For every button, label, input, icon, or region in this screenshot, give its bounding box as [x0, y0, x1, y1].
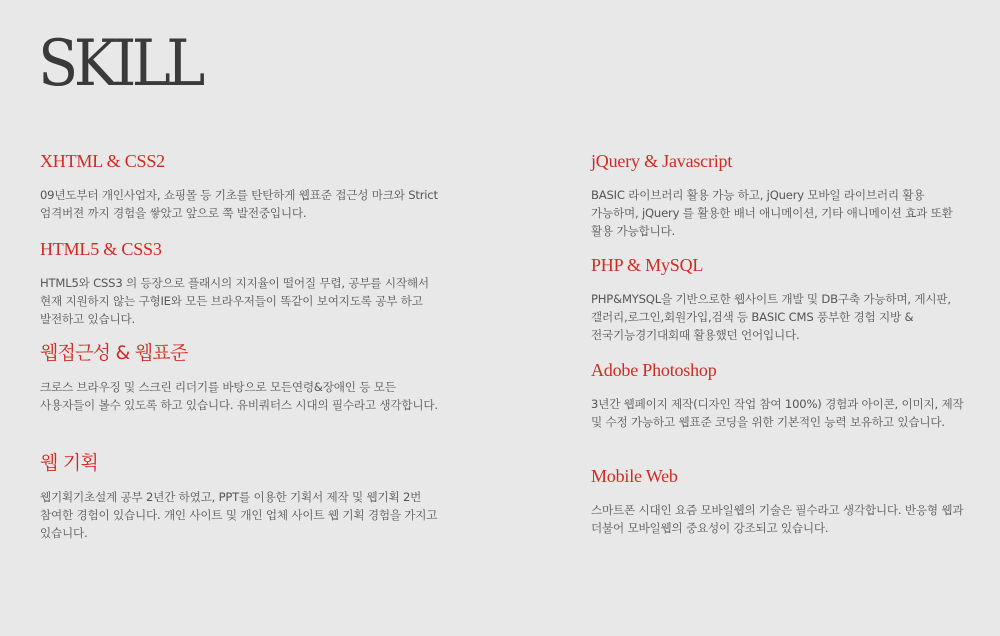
skill-html5-css3	[40, 238, 450, 328]
skill-description: 3년간 웹페이지 제작(디자인 작업 참여 100%) 경험과 아이콘, 이미지, 제작 및 수정 가능하고 웹표준 코딩을 위한 기본적인 능력 보유하고 있습니다.	[591, 397, 964, 429]
skill-php-mysql	[591, 254, 971, 344]
skill-description: HTML5와 CSS3 의 등장으로 플래시의 지지율이 떨어질 무렵, 공부를 시작해서 현재 지원하지 않는 구형IE와 모든 브라우저들이 똑같이 보여지도록 공부 하고 발전하고 있습니다.	[40, 276, 429, 326]
skill-jquery-javascript	[591, 150, 971, 240]
skill-title: 웹접근성 & 웹표준	[40, 342, 188, 364]
skill-title: Mobile Web	[591, 466, 678, 486]
skill-title: XHTML & CSS2	[40, 151, 165, 171]
skill-title: 웹 기획	[40, 452, 98, 474]
skill-title: Adobe Photoshop	[591, 360, 717, 380]
skill-title: jQuery & Javascript	[591, 151, 733, 171]
skill-description: 09년도부터 개인사업자, 쇼핑몰 등 기초를 탄탄하게 웹표준 접근성 마크와 Strict 엄격버젼 까지 경험을 쌓았고 앞으로 쭉 발전중입니다.	[40, 188, 438, 220]
skill-xhtml-css2	[40, 150, 450, 222]
skill-description: BASIC 라이브러리 활용 가능 하고, jQuery 모바일 라이브러리 활용 가능하며, jQuery 를 활용한 배너 애니메이션, 기타 애니메이션 효과 또환 활용 가능합니다.	[591, 188, 953, 238]
skill-adobe-photoshop	[591, 359, 971, 431]
skill-description: 스마트폰 시대인 요즘 모바일웹의 기술은 필수라고 생각합니다. 반응형 웹과 더불어 모바일웹의 중요성이 강조되고 있습니다.	[591, 503, 964, 535]
skill-mobile-web	[591, 465, 971, 537]
skill-accessibility-standards	[40, 342, 450, 414]
skill-description: PHP&MYSQL을 기반으로한 웹사이트 개발 및 DB구축 가능하며, 게시판,갤러리,로그인,회원가입,검색 등 BASIC CMS 풍부한 경험 지방 & 전국기능경기대회때 활용했던 언어입니다.	[591, 292, 951, 342]
skill-description: 크로스 브라우징 및 스크린 리더기를 바탕으로 모든연령&장애인 등 모든 사용자들이 볼수 있도록 하고 있습니다. 유비쿼터스 시대의 필수라고 생각합니다.	[40, 380, 438, 412]
skill-title: PHP & MySQL	[591, 255, 704, 275]
page-title: SKILL	[38, 27, 201, 101]
skill-web-planning	[40, 452, 450, 542]
skill-description: 웹기획기초설계 공부 2년간 하였고, PPT를 이용한 기획서 제작 및 웹기획 2번 참여한 경험이 있습니다. 개인 사이트 및 개인 업체 사이트 웹 기획 경험을 가지고 있습니다.	[40, 490, 438, 540]
skill-title: HTML5 & CSS3	[40, 239, 162, 259]
